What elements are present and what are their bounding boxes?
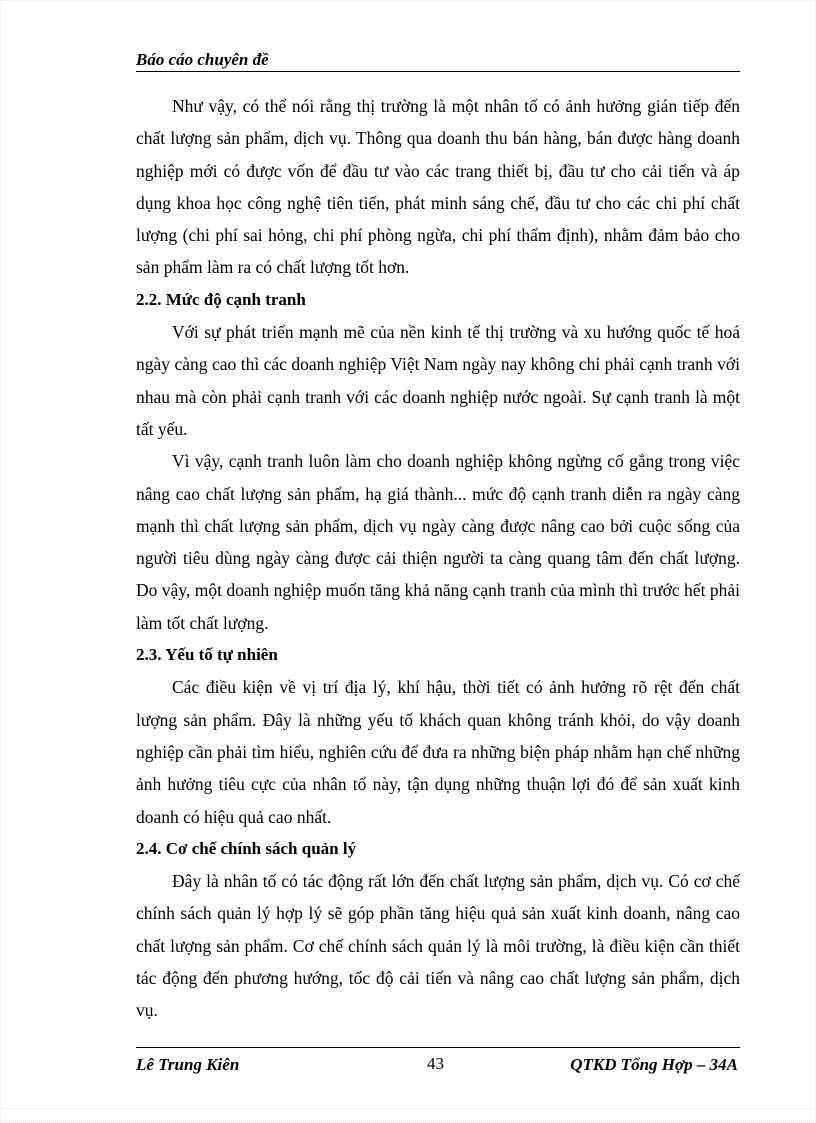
header-title: Báo cáo chuyên đề xyxy=(136,50,269,69)
page-bottom-guide xyxy=(0,1108,816,1109)
paragraph-natural-factors: Các điều kiện về vị trí địa lý, khí hậu, thời tiết có ảnh hưởng rõ rệt đến chất lượng sản phẩm. Đây là những yếu tố khách quan không tránh khỏi, do vậy doanh nghiệp cần phải tìm hiểu, nghiên cứu để đưa ra những biện pháp nhằm hạn chế những ảnh hưởng tiêu cực của nhân tố này, tận dụng những thuận lợi đó để sản xuất kinh doanh có hiệu quả cao nhất. xyxy=(136,677,740,827)
heading-competition-level: 2.2. Mức độ cạnh tranh xyxy=(136,289,306,309)
paragraph-competition-effect: Vì vậy, cạnh tranh luôn làm cho doanh nghiệp không ngừng cố gắng trong việc nâng cao chất lượng sản phẩm, hạ giá thành... mức độ cạnh tranh diễn ra ngày càng mạnh thì chất lượng sản phẩm, dịch vụ ngày càng được nâng cao bởi cuộc sống của người tiêu dùng ngày càng được cải thiện người ta càng quang tâm đến chất lượng. Do vậy, một doanh nghiệp muốn tăng khả năng cạnh tranh của mình thì trước hết phải làm tốt chất lượng. xyxy=(136,451,740,633)
page-header xyxy=(136,49,740,72)
paragraph-competition-intro: Với sự phát triển mạnh mẽ của nền kinh tế thị trường và xu hướng quốc tế hoá ngày càng cao thì các doanh nghiệp Việt Nam ngày nay không chỉ phải cạnh tranh với nhau mà còn phải cạnh tranh với các doanh nghiệp nước ngoài. Sự cạnh tranh là một tất yếu. xyxy=(136,322,740,439)
heading-natural-factors: 2.3. Yếu tố tự nhiên xyxy=(136,645,278,665)
footer-page-number: 43 xyxy=(427,1054,444,1073)
footer-class-name: QTKD Tổng Hợp – 34A xyxy=(570,1055,738,1074)
paragraph-management-policy: Đây là nhân tố có tác động rất lớn đến chất lượng sản phẩm, dịch vụ. Có cơ chế chính sách quản lý hợp lý sẽ góp phần tăng hiệu quả sản xuất kinh doanh, nâng cao chất lượng sản phẩm. Cơ chế chính sách quản lý là môi trường, là điều kiện cần thiết tác động đến phương hướng, tốc độ cải tiến và nâng cao chất lượng sản phẩm, dịch vụ. xyxy=(136,871,740,1021)
body-content xyxy=(136,90,740,1027)
paragraph-market-influence: Như vậy, có thể nói rằng thị trường là một nhân tố có ảnh hưởng gián tiếp đến chất lượng sản phẩm, dịch vụ. Thông qua doanh thu bán hàng, bán được hàng doanh nghiệp mới có được vốn để đầu tư vào các trang thiết bị, đầu tư cho cải tiến và áp dụng khoa học công nghệ tiên tiến, phát minh sáng chế, đầu tư cho các chi phí chất lượng (chi phí sai hỏng, chi phí phòng ngừa, chi phí thẩm định), nhằm đảm bảo cho sản phẩm làm ra có chất lượng tốt hơn. xyxy=(136,96,740,278)
page-footer xyxy=(136,1047,740,1076)
footer-author: Lê Trung Kiên xyxy=(136,1055,240,1074)
heading-management-policy: 2.4. Cơ chế chính sách quản lý xyxy=(136,838,357,858)
